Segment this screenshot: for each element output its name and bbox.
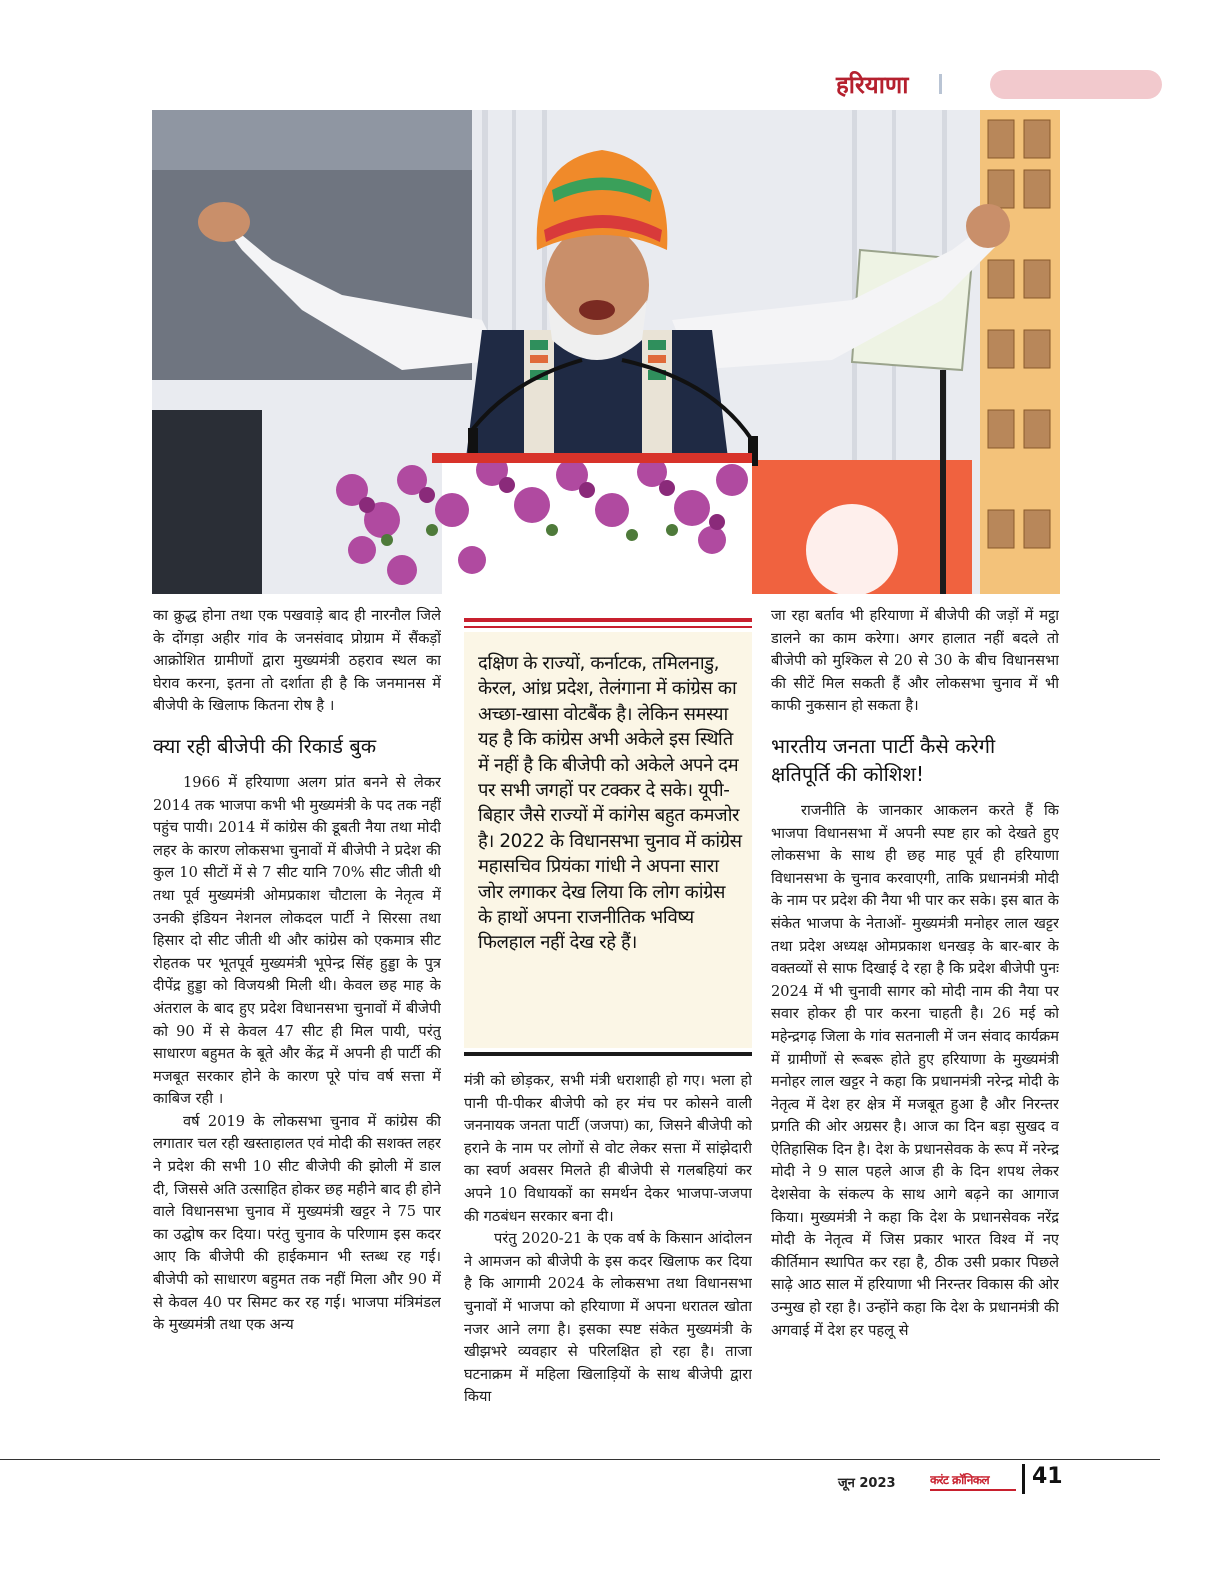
page-number: 41 <box>1032 1464 1063 1489</box>
column3-paragraph-1: जा रहा बर्ताव भी हरियाणा में बीजेपी की जड़ों में मट्ठा डालने का काम करेगा। अगर हालात नहीं बदले तो बीजेपी को मुश्किल से 20 से 30 के बीच विधानसभा की सीटें मिल सकती हैं और लोकसभा चुनाव में भी काफी नुकसान हो सकता है। <box>771 607 1059 715</box>
section-label: हरियाणा <box>836 71 909 99</box>
pull-quote-text: दक्षिण के राज्यों, कर्नाटक, तमिलनाडु, केरल, आंध्र प्रदेश, तेलंगाना में कांग्रेस का अच्छा-खासा वोटबैंक है। लेकिन समस्या यह है कि कांग्रेस अभी अकेले इस स्थिति में नहीं है कि बीजेपी को अकेले अपने दम पर सभी जगहों पर टक्कर दे सके। यूपी-बिहार जैसे राज्यों में कांगेस बहुत कमजोर है। 2022 के विधानसभा चुनाव में कांग्रेस महासचिव प्रियंका गांधी ने अपना सारा जोर लगाकर देख लिया कि लोग कांग्रेस के हाथों अपना राजनीतिक भविष्य फिलहाल नहीं देख रहे हैं। <box>478 653 742 954</box>
article-column-2 <box>464 1070 752 1442</box>
lead-photo-illustration <box>152 110 1060 594</box>
pull-quote-rule-top-thin <box>464 626 752 628</box>
column3-paragraph-2: राजनीति के जानकार आकलन करते हैं कि भाजपा विधानसभा में अपनी स्पष्ट हार को देखते हुए लोकसभा के साथ ही छह माह पूर्व ही हरियाणा विधानसभा के चुनाव करवाएगी, ताकि प्रधानमंत्री मोदी के नाम पर प्रदेश की नैया भी पार कर सके। इस बात के संकेत भाजपा के नेताओं- मुख्यमंत्री मनोहर लाल खट्टर तथा प्रदेश अध्यक्ष ओमप्रकाश धनखड़ के बार-बार के वक्तव्यों से साफ दिखाई दे रहा है कि प्रदेश बीजेपी पुनः 2024 में भी चुनावी सागर को मोदी नाम की नैया पर सवार होकर ही पार करना चाहती है। 26 मई को महेन्द्रगढ़ जिला के गांव सतनाली में जन संवाद कार्यक्रम में ग्रामीणों से रूबरू होते हुए हरियाणा के मुख्यमंत्री मनोहर लाल खट्टर ने कहा कि प्रधानमंत्री नरेन्द्र मोदी के नेतृत्व में देश हर क्षेत्र में मजबूत हुआ है और निरन्तर प्रगति की ओर अग्रसर है। आज का दिन बड़ा सुखद व ऐतिहासिक दिन है। देश के प्रधानसेवक के रूप में नरेन्द्र मोदी ने 9 साल पहले आज ही के दिन शपथ लेकर देशसेवा के संकल्प के साथ आगे बढ़ने का आगाज किया। मुख्यमंत्री ने कहा कि देश के प्रधानसेवक नरेंद्र मोदी के नेतृत्व में जिस प्रकार भारत विश्व में नए कीर्तिमान स्थापित कर रहा है, ठीक उसी प्रकार पिछले साढ़े आठ साल में हरियाणा भी निरन्तर विकास की ओर उन्मुख हो रहा है। उन्होंने कहा कि देश के प्रधानमंत्री की अगवाई में देश हर पहलू से <box>771 801 1059 1339</box>
footer-rule <box>0 1459 1160 1460</box>
magazine-logo: करंट क्रॉनिकल <box>930 1471 1016 1491</box>
column2-paragraph-1: मंत्री को छोड़कर, सभी मंत्री धराशाही हो गए। भला हो पानी पी-पीकर बीजेपी को हर मंच पर कोसने वाली जननायक जनता पार्टी (जजपा) का, जिसने बीजेपी को हराने के नाम पर लोगों से वोट लेकर सत्ता में सांझेदारी का स्वर्ण अवसर मिलते ही बीजेपी से गलबहियां कर अपने 10 विधायकों का समर्थन देकर भाजपा-जजपा की गठबंधन सरकार बना दी। <box>464 1072 752 1225</box>
column3-heading: भारतीय जनता पार्टी कैसे करेगी क्षतिपूर्ति की कोशिश! <box>771 733 996 786</box>
footer-date: जून 2023 <box>838 1476 896 1491</box>
column2-paragraph-2: परंतु 2020-21 के एक वर्ष के किसान आंदोलन ने आमजन को बीजेपी के इस कदर खिलाफ कर दिया है कि आगामी 2024 के लोकसभा तथा विधानसभा चुनावों में भाजपा को हरियाणा में अपना धरातल खोता नजर आने लगा है। इसका स्पष्ट संकेत मुख्यमंत्री के खीझभरे व्यवहार से परिलक्षित हो रहा है। ताजा घटनाक्रम में महिला खिलाड़ियों के साथ बीजेपी द्वारा किया <box>464 1230 752 1406</box>
column1-paragraph-2: 1966 में हरियाणा अलग प्रांत बनने से लेकर 2014 तक भाजपा कभी भी मुख्यमंत्री के पद तक नहीं पहुंच पायी। 2014 में कांग्रेस की डूबती नैया तथा मोदी लहर के कारण लोकसभा चुनावों में बीजेपी ने प्रदेश की कुल 10 सीटों में से 7 सीट यानि 70% सीट जीती थी तथा पूर्व मुख्यमंत्री ओमप्रकाश चौटाला के नेतृत्व में उनकी इंडियन नेशनल लोकदल पार्टी ने सिरसा तथा हिसार दो सीट जीती थी और कांग्रेस को एकमात्र सीट रोहतक पर भूतपूर्व मुख्यमंत्री भूपेन्द्र सिंह हुड्डा के पुत्र दीपेंद्र हुड्डा को विजयश्री मिली थी। केवल छह माह के अंतराल के बाद हुए प्रदेश विधानसभा चुनावों में बीजेपी को 90 में से केवल 47 सीट ही मिल पायी, परंतु साधारण बहुमत के बूते और केंद्र में अपनी ही पार्टी की मजबूत सरकार होने के कारण पूरे पांच वर्ष सत्ता में काबिज रही । <box>153 773 441 1108</box>
pull-quote-rule-top <box>464 618 752 622</box>
column1-paragraph-1: का क्रुद्ध होना तथा एक पखवाड़े बाद ही नारनौल जिले के दोंगड़ा अहीर गांव के जनसंवाद प्रोग्राम में सैंकड़ों आक्रोशित ग्रामीणों द्वारा मुख्यमंत्री ठहराव स्थल का घेराव करना, इतना तो दर्शाता ही है कि जनमानस में बीजेपी के खिलाफ कितना रोष है । <box>153 607 441 715</box>
column1-paragraph-3: वर्ष 2019 के लोकसभा चुनाव में कांग्रेस की लगातार चल रही खस्ताहालत एवं मोदी की सशक्त लहर ने प्रदेश की सभी 10 सीट बीजेपी की झोली में डाल दी, जिससे अति उत्साहित होकर छह महीने बाद ही होने वाले विधानसभा चुनाव में मुख्यमंत्री खट्टर ने 75 पार का उद्घोष कर दिया। परंतु चुनाव के परिणाम इस कदर आए कि बीजेपी की हाईकमान भी स्तब्ध रह गई। बीजेपी को साधारण बहुमत तक नहीं मिला और 90 में से केवल 40 पर सिमट कर रह गई। भाजपा मंत्रिमंडल के मुख्यमंत्री तथा एक अन्य <box>153 1112 441 1334</box>
article-column-1 <box>153 605 441 1445</box>
lead-photo <box>152 110 1060 594</box>
section-divider <box>939 74 942 94</box>
footer-divider <box>1022 1464 1025 1494</box>
pull-quote-rule-bottom <box>464 1052 752 1056</box>
column1-heading: क्या रही बीजेपी की रिकार्ड बुक <box>153 733 377 758</box>
article-column-3 <box>771 605 1059 1443</box>
section-pill <box>990 70 1162 99</box>
